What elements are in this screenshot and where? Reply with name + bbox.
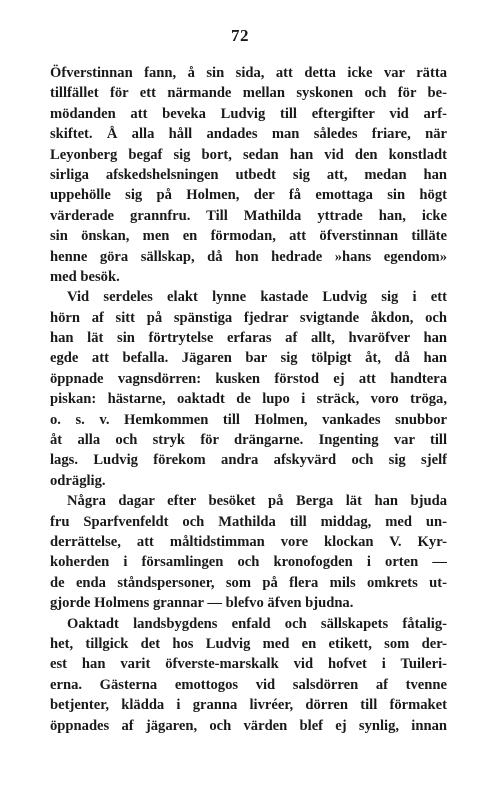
- text-line: fru Sparfvenfeldt och Mathilda till middag, med un-: [50, 513, 447, 530]
- text-line: öppnades af jägaren, och värden blef ej synlig, innan: [50, 717, 447, 734]
- text-line: lags. Ludvig förekom andra afskyvärd och sig sjelf: [50, 452, 447, 469]
- text-line: Leyonberg begaf sig bort, sedan han vid den konstladt: [50, 146, 447, 163]
- text-line: o. s. v. Hemkommen till Holmen, vankades snubbor: [50, 411, 447, 428]
- text-line: Öfverstinnan fann, å sin sida, att detta icke var rätta: [50, 65, 447, 81]
- body-text: [50, 63, 447, 736]
- text-line: henne göra sällskap, då hon hedrade »hans egendom»: [50, 248, 447, 265]
- text-line: est han varit öfverste-marskalk vid hofvet i Tuileri-: [50, 656, 447, 673]
- text-line: med besök.: [50, 268, 120, 285]
- text-line: betjenter, klädda i granna livréer, dörren till förmaket: [50, 697, 447, 714]
- text-line: het, tillgick det hos Ludvig med en etikett, som der-: [50, 635, 447, 652]
- text-line: mödanden att beveka Ludvig till eftergifter vid arf-: [50, 105, 447, 122]
- text-line: uppehölle sig på Holmen, der få emottaga sin högt: [50, 187, 447, 204]
- text-line: de enda ståndspersoner, som på flera mils omkrets ut-: [50, 574, 447, 591]
- text-line: koherden i församlingen och kronofogden i orten —: [50, 554, 447, 571]
- page-number: 72: [231, 26, 249, 45]
- text-line: öppnade vagnsdörren: kusken förstod ej att handtera: [50, 370, 447, 387]
- text-line: egde att befalla. Jägaren bar sig tölpigt åt, då han: [50, 350, 447, 367]
- text-line: sirliga afskedshelsningen utbedt sig att, medan han: [50, 166, 447, 183]
- text-line: derrättelse, att måltidstimman vore klockan V. Kyr-: [50, 533, 447, 550]
- text-line: hörn af sitt på spänstiga fjedrar svigtande åkdon, och: [50, 309, 447, 326]
- text-line: han lät sin förtrytelse erfaras af allt, hvaröfver han: [50, 330, 447, 347]
- text-line: piskan: hästarne, oaktadt de lupo i sträck, voro tröga,: [50, 391, 447, 408]
- text-line: gjorde Holmens grannar — blefvo äfven bjudna.: [50, 595, 354, 612]
- text-line: värderade grannfru. Till Mathilda yttrade han, icke: [50, 207, 447, 224]
- text-line: tillfället för ett närmande mellan syskonen och för be-: [50, 85, 447, 102]
- text-line: Några dagar efter besöket på Berga lät han bjuda: [67, 493, 447, 510]
- text-line: sin önskan, men en förmodan, att öfverstinnan tilläte: [50, 228, 447, 245]
- text-line: odräglig.: [50, 472, 106, 489]
- text-line: skiftet. Å alla håll andades man således friare, när: [50, 126, 447, 143]
- text-line: Vid serdeles elakt lynne kastade Ludvig sig i ett: [67, 289, 447, 306]
- text-line: Oaktadt landsbygdens enfald och sällskapets fåtalig-: [67, 615, 447, 632]
- text-line: åt alla och stryk för drängarne. Ingenting var till: [50, 432, 447, 449]
- text-line: erna. Gästerna emottogos vid salsdörren af tvenne: [50, 676, 447, 693]
